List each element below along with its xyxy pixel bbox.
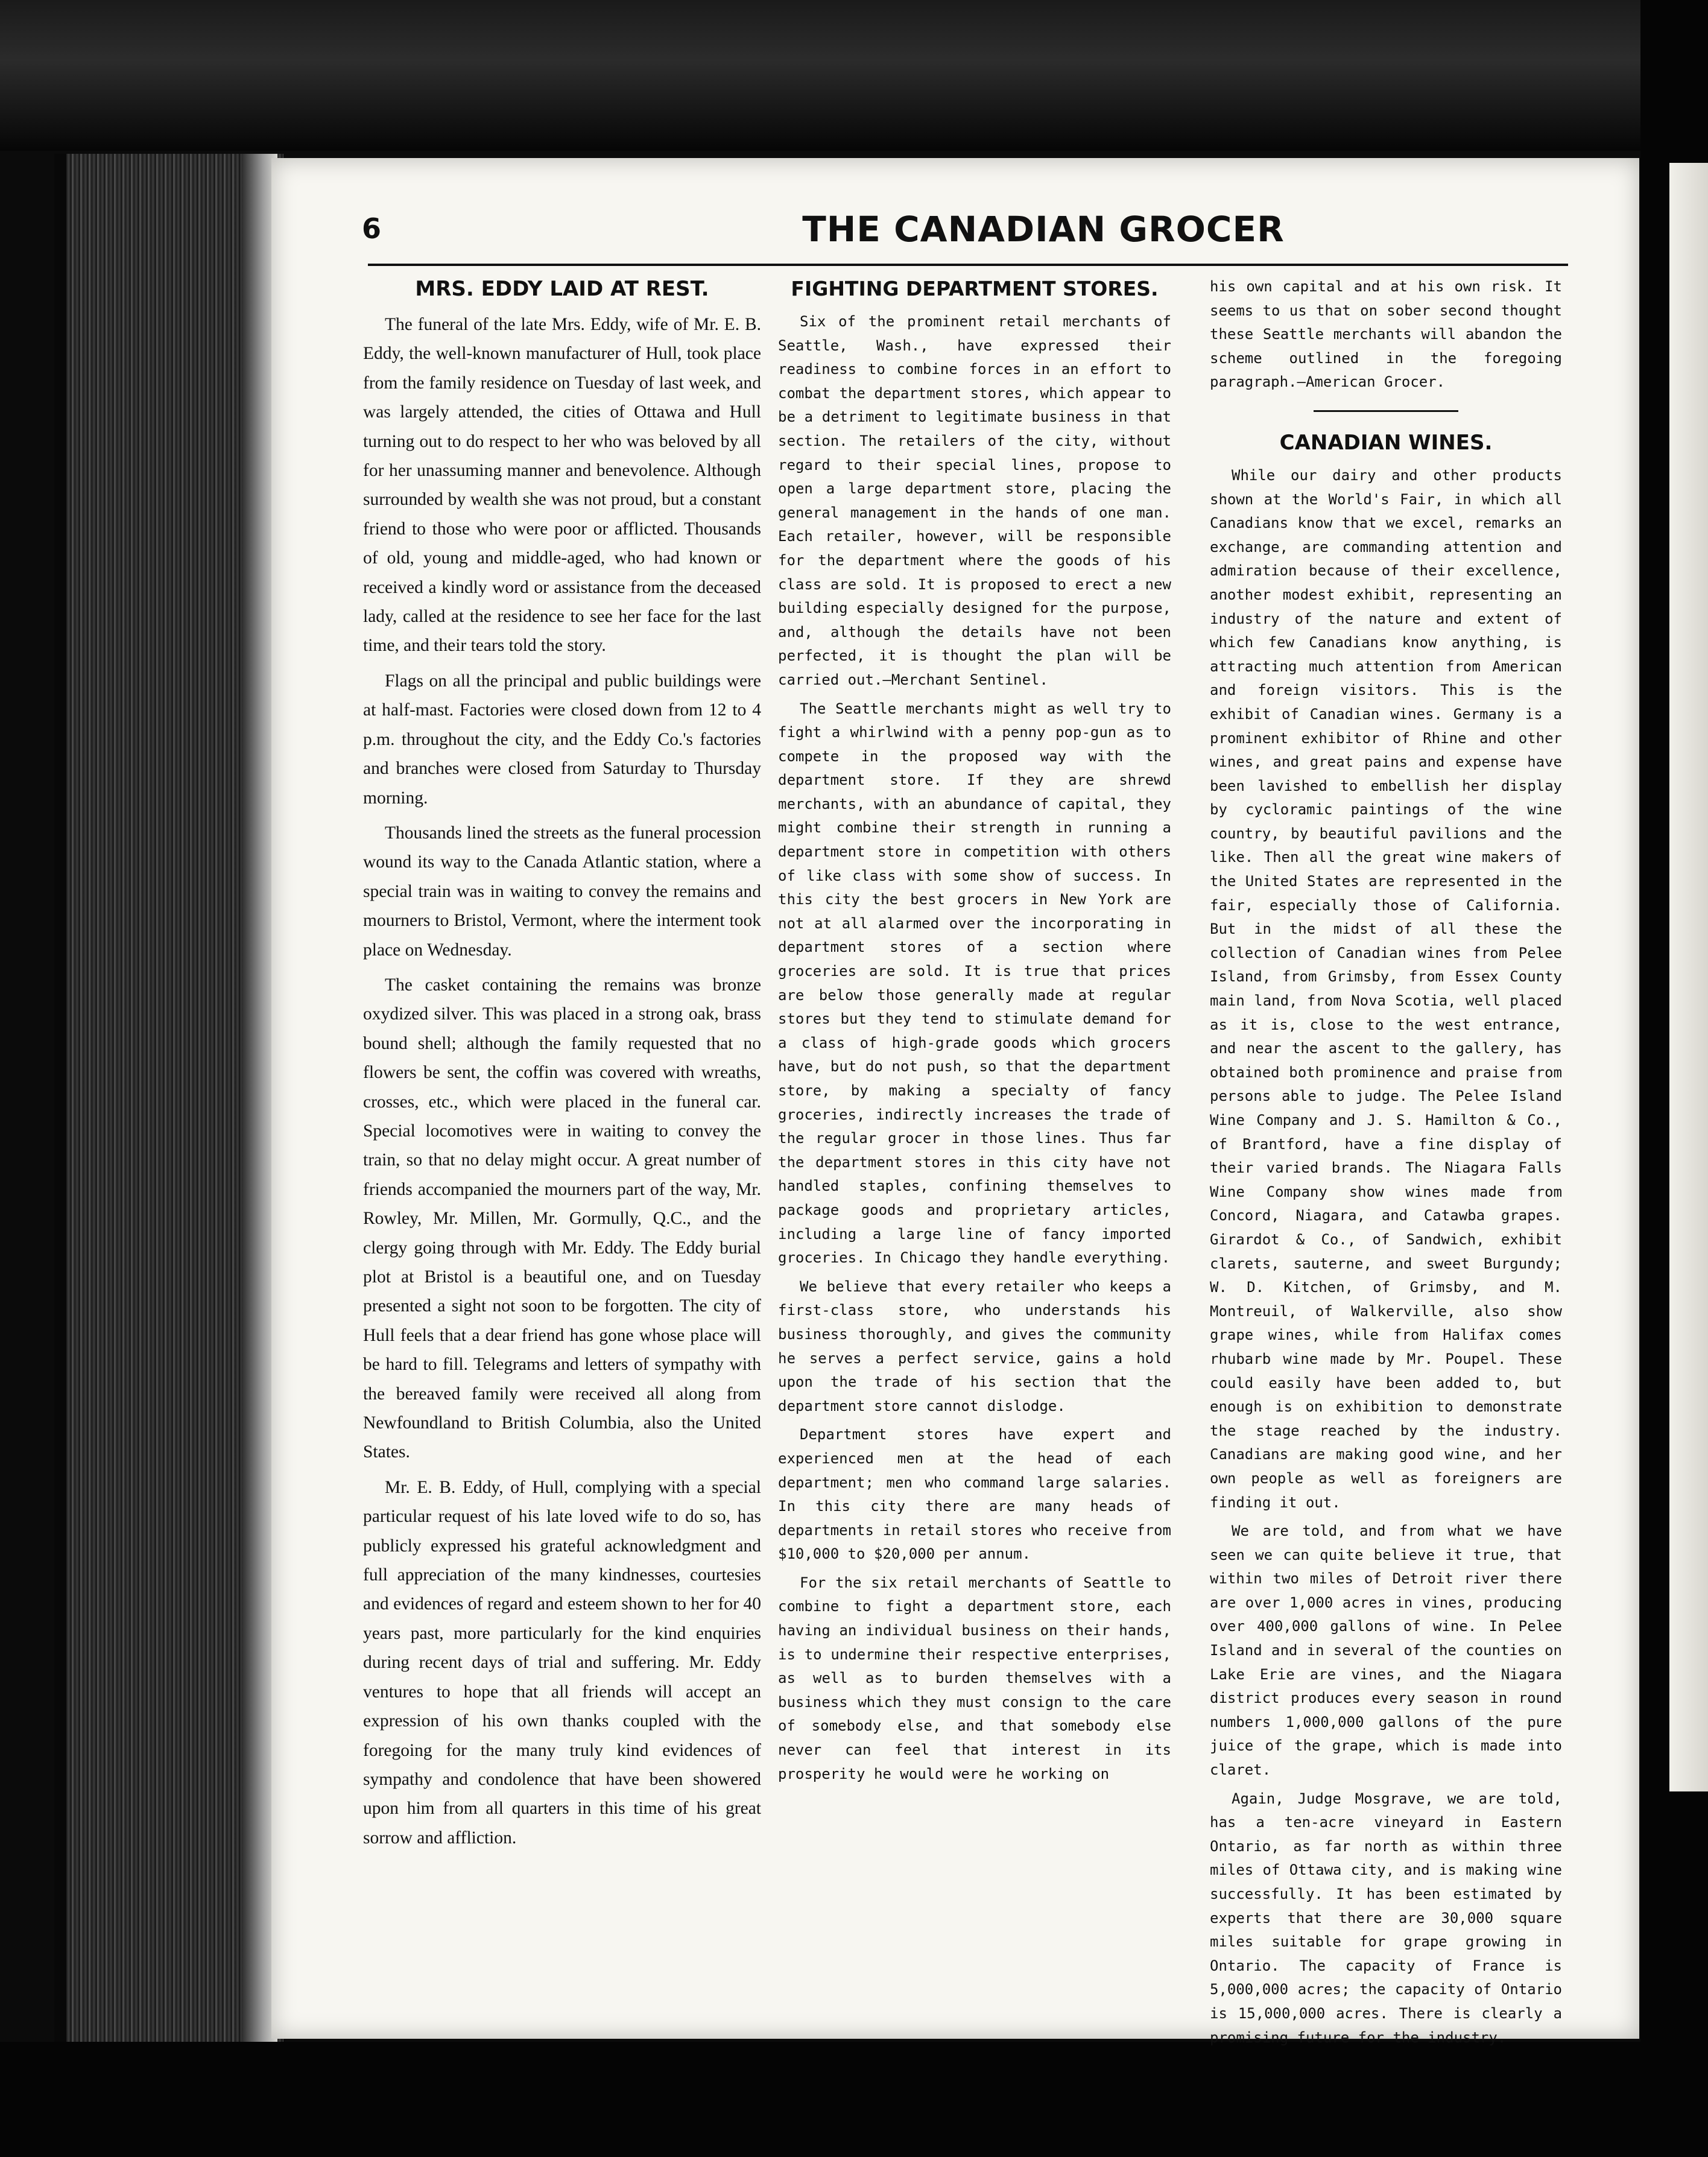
article-paragraph: Flags on all the principal and public buildings were at half-mast. Factories were closed down from 12 to 4 p.m. throughout the city, and the Eddy Co.'s factories and branches were closed from Saturday to Thursday morning.	[363, 671, 761, 808]
article-paragraph: While our dairy and other products shown at the World's Fair, in which all Canadians know that we excel, remarks an exchange, are commanding attention and admiration because of their excellence, another modest exhibit, representing an industry of the nature and extent of which few Canadians know anything, is attracting much attention from American and foreign visitors. This is the exhibit of Canadian wines. Germany is a prominent exhibitor of Rhine and other wines, and great pains and expense have been lavished to embellish her display by cycloramic paintings of the wine country, by beautiful pavilions and the like. Then all the great wine makers of the United States are represented in the fair, especially those of California. But in the midst of all these the collection of Canadian wines from Pelee Island, from Grimsby, from Essex County main land, from Nova Scotia, well placed as it is, close to the west entrance, and near the ascent to the gallery, has obtained both prominence and praise from persons able to judge. The Pelee Island Wine Company and J. S. Hamilton & Co., of Brantford, have a fine display of their varied brands. The Niagara Falls Wine Company show wines made from Concord, Niagara, and Catawba grapes. Girardot & Co., of Sandwich, exhibit clarets, sauterne, and sweet Burgundy; W. D. Kitchen, of Grimsby, and M. Montreuil, of Walkerville, also show grape wines, while from Halifax comes rhubarb wine made by Mr. Poupel. These could easily have been added to, but enough is on exhibition to demonstrate the stage reached by the industry. Canadians are making good wine, and her own people as well as foreigners are finding it out.	[1210, 466, 1562, 1511]
article-heading-eddy: MRS. EDDY LAID AT REST.	[415, 277, 709, 301]
film-border-bottom	[0, 2042, 1708, 2157]
article-paragraph: The casket containing the remains was bronze oxydized silver. This was placed in a strong oak, brass bound shell; although the family requested that no flowers be sent, the coffin was covered with wreaths, crosses, etc., which were placed in the funeral car. Special locomotives were in waiting to convey the train, so that no delay might occur. A great number of friends accompanied the mourners part of the way, Mr. Rowley, Mr. Millen, Mr. Gormully, Q.C., and the clergy going through with Mr. Eddy. The Eddy burial plot at Bristol is a beautiful one, and on Tuesday presented a sight not soon to be forgotten. The city of Hull feels that a dear friend has gone whose place will be hard to fill. Telegrams and letters of sympathy with the bereaved family were received all along from Newfoundland to British Columbia, also the United States.	[363, 975, 761, 1462]
article-paragraph: For the six retail merchants of Seattle to combine to fight a department store, each having an individual business on their hands, is to undermine their respective enterprises, as well as to burden themselves with a business which they must consign to the care of somebody else, and that somebody else never can feel that interest in its prosperity he would were he working on	[778, 1574, 1171, 1782]
article-separator	[1314, 410, 1458, 412]
article-paragraph: Mr. E. B. Eddy, of Hull, complying with a special particular request of his late loved wife to do so, has publicly expressed his grateful acknowledgment and full appreciation of the many kindnesses, courtesies and evidences of regard and esteem shown to her for 40 years past, more particularly for the kind enquiries during recent days of trial and suffering. Mr. Eddy ventures to hope that all friends will accept an expression of his own thanks coupled with the foregoing for the many truly kind evidences of sympathy and condolence that have been showered upon him from all quarters in this time of his great sorrow and affliction.	[363, 1477, 761, 1848]
page-header	[362, 209, 1568, 261]
column-eddy-funeral	[363, 275, 761, 1852]
article-heading-department-stores: FIGHTING DEPARTMENT STORES.	[791, 277, 1159, 300]
article-paragraph: Department stores have expert and experienced men at the head of each department; men who command large salaries. In this city there are many heads of departments in retail stores who receive from $10,000 to $20,000 per annum.	[778, 1426, 1171, 1563]
article-paragraph: Thousands lined the streets as the funeral procession wound its way to the Canada Atlantic station, where a special train was in waiting to convey the remains and mourners to Bristol, Vermont, where the interment took place on Wednesday.	[363, 823, 761, 960]
article-paragraph: The funeral of the late Mrs. Eddy, wife of Mr. E. B. Eddy, the well-known manufacturer of Hull, took place from the family residence on Tuesday of last week, and was largely attended, the cities of Ottawa and Hull turning out to do respect to her who was beloved by all for her unassuming manner and benevolence. Although surrounded by wealth she was not proud, but a constant friend to those who were poor or afflicted. Thousands of old, young and middle-aged, who had known or received a kindly word or assistance from the deceased lady, called at the residence to see her face for the last time, and their tears told the story.	[363, 315, 761, 656]
column-department-stores	[778, 275, 1171, 1786]
film-border-top	[0, 0, 1708, 151]
article-continuation: his own capital and at his own risk. It seems to us that on sober second thought these Seattle merchants will abandon the scheme outlined in the foregoing paragraph.—American Grocer.	[1210, 278, 1562, 391]
article-heading-canadian-wines: CANADIAN WINES.	[1279, 430, 1493, 455]
article-paragraph: We believe that every retailer who keeps a first-class store, who understands his business thoroughly, and gives the community he serves a perfect service, gains a hold upon the trade of his section that the department store cannot dislodge.	[778, 1278, 1171, 1414]
article-paragraph: We are told, and from what we have seen we can quite believe it true, that within two miles of Detroit river there are over 1,000 acres in vines, producing over 400,000 gallons of wine. In Pelee Island and in several of the counties on Lake Erie are vines, and the Niagara district produces every season in round numbers 1,000,000 gallons of the pure juice of the grape, which is made into claret.	[1210, 1522, 1562, 1779]
newspaper-page	[271, 158, 1639, 2046]
column-canadian-wines	[1210, 275, 1562, 2050]
article-paragraph: Six of the prominent retail merchants of Seattle, Wash., have expressed their readiness to combine forces in an effort to combat the department stores, which appear to be a detriment to legitimate business in that section. The retailers of the city, without regard to their special lines, propose to open a large department store, placing the general management in the hands of one man. Each retailer, however, will be responsible for the department where the goods of his class are sold. It is proposed to erect a new building especially designed for the purpose, and, although the details have not been perfected, it is thought the plan will be carried out.—Merchant Sentinel.	[778, 313, 1171, 688]
page-number: 6	[362, 212, 382, 245]
masthead-title: THE CANADIAN GROCER	[802, 209, 1285, 250]
article-paragraph: Again, Judge Mosgrave, we are told, has a ten-acre vineyard in Eastern Ontario, as far north as within three miles of Ottawa city, and is making wine successfully. It has been estimated by experts that there are 30,000 square miles suitable for grape growing in Ontario. The capacity of France is 5,000,000 acres; the capacity of Ontario is 15,000,000 acres. There is clearly a promising future for the industry.	[1210, 1790, 1562, 2046]
article-paragraph: The Seattle merchants might as well try to fight a whirlwind with a penny pop-gun as to compete in the proposed way with the department store. If they are shrewd merchants, with an abundance of capital, they might combine their strength in running a department store in competition with others of like class with some show of success. In this city the best grocers in New York are not at all alarmed over the incorporating in department stores of a section where groceries are sold. It is true that prices are below those generally made at regular stores but they tend to stimulate demand for a class of high-grade goods which grocers have, but do not push, so that the department store, by making a specialty of fancy groceries, indirectly increases the trade of the regular grocer in those lines. Thus far the department stores in this city have not handled staples, confining themselves to package goods and proprietary articles, including a large line of fancy imported groceries. In Chicago they handle everything.	[778, 700, 1171, 1267]
header-rule	[368, 264, 1568, 266]
adjacent-page-edge	[1669, 163, 1708, 1791]
